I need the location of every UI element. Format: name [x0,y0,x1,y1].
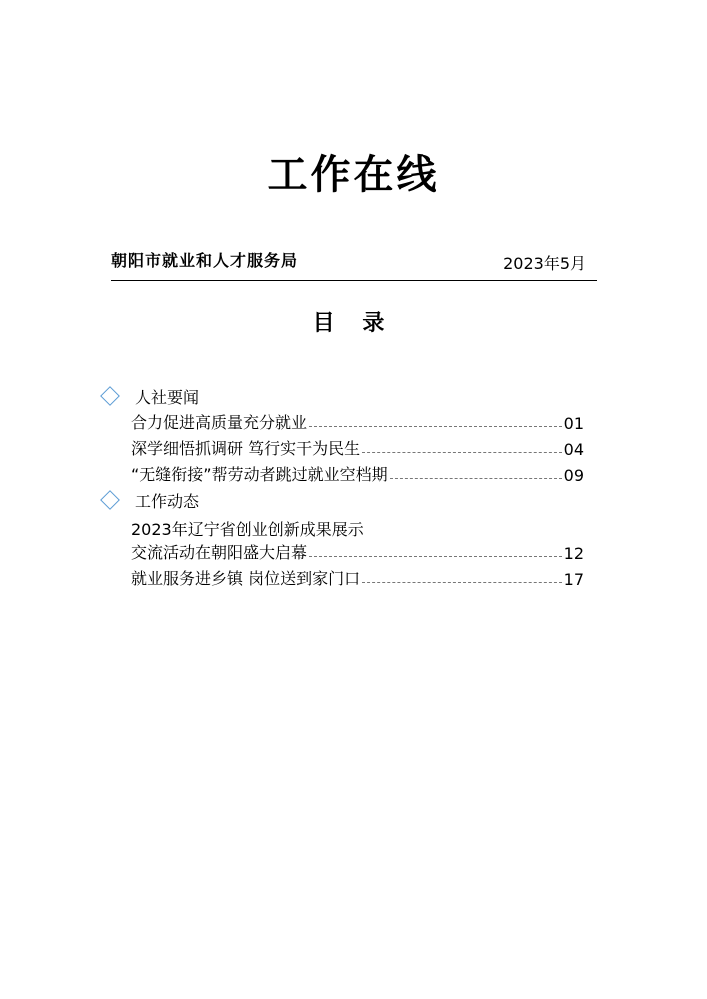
toc-section-renshe [97,383,199,409]
entry-title: 合力促进高质量充分就业 [131,413,308,432]
toc-entry[interactable] [131,409,584,433]
entry-title: 深学细悟抓调研 笃行实干为民生 [131,439,361,458]
issue-date: 2023年5月 [503,254,586,273]
toc-heading: 目 录 [312,311,395,336]
diamond-icon [101,387,119,405]
dot-leader [362,452,562,453]
entry-page: 04 [563,440,584,459]
entry-page: 12 [563,544,584,563]
toc-entry[interactable] [131,565,584,589]
entry-page: 01 [563,414,584,433]
toc-entry[interactable] [131,539,584,563]
document-title: 工作在线 [267,152,440,198]
entry-title-line1[interactable]: 2023年辽宁省创业创新成果展示 [131,520,364,539]
toc-entry[interactable] [131,435,584,459]
dot-leader [362,582,562,583]
section-label: 人社要闻 [135,387,200,407]
entry-page: 09 [563,466,584,485]
entry-title: 交流活动在朝阳盛大启幕 [131,543,308,562]
section-label: 工作动态 [135,491,200,511]
entry-title: 就业服务进乡镇 岗位送到家门口 [131,569,361,588]
entry-title: “无缝衔接”帮劳动者跳过就业空档期 [131,465,388,484]
header-divider [111,280,597,281]
toc-entry[interactable] [131,461,584,485]
toc-section-gongzuo [97,487,199,513]
dot-leader [309,556,562,557]
dot-leader [309,426,562,427]
dot-leader [390,478,562,479]
organization-name: 朝阳市就业和人才服务局 [111,251,299,270]
entry-page: 17 [563,570,584,589]
diamond-icon [101,491,119,509]
